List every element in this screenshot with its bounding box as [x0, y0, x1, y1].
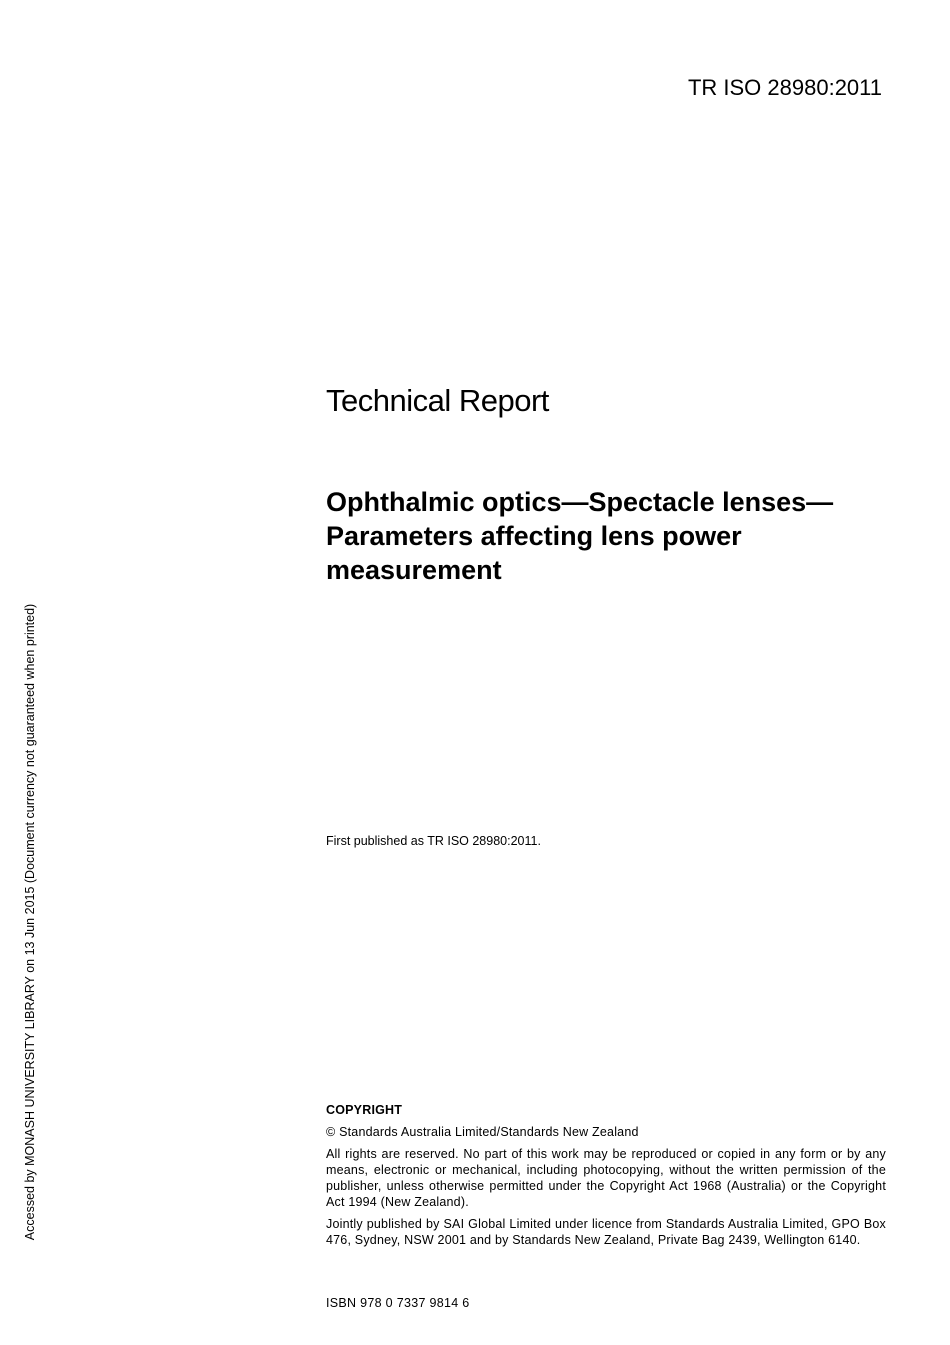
report-type-heading: Technical Report — [326, 383, 549, 418]
title-line-1: Ophthalmic optics—Spectacle lenses— — [326, 487, 834, 517]
title-line-2: Parameters affecting lens power — [326, 521, 742, 551]
copyright-rights: All rights are reserved. No part of this work may be reproduced or copied in any form or by any means, electronic or mechanical, including photocopying, without the written permission of the publisher, unless otherwise permitted under the Copyright Act 1968 (Australia) or the Copyright Act 1994 (New Zealand). — [326, 1147, 886, 1209]
title-line-3: measurement — [326, 555, 502, 585]
isbn: ISBN 978 0 7337 9814 6 — [326, 1296, 470, 1310]
copyright-heading: COPYRIGHT — [326, 1103, 403, 1117]
document-title — [326, 485, 896, 587]
copyright-publishing: Jointly published by SAI Global Limited under licence from Standards Australia Limited, GPO Box 476, Sydney, NSW 2001 and by Standards New Zealand, Private Bag 2439, Wellington 6140. — [326, 1217, 886, 1247]
copyright-block — [326, 1102, 886, 1254]
access-watermark-note: Accessed by MONASH UNIVERSITY LIBRARY on 13 Jun 2015 (Document currency not guaranteed when printed) — [23, 603, 37, 1241]
first-published-note: First published as TR ISO 28980:2011. — [326, 834, 541, 848]
copyright-owner: © Standards Australia Limited/Standards New Zealand — [326, 1125, 639, 1139]
document-id: TR ISO 28980:2011 — [687, 75, 882, 100]
